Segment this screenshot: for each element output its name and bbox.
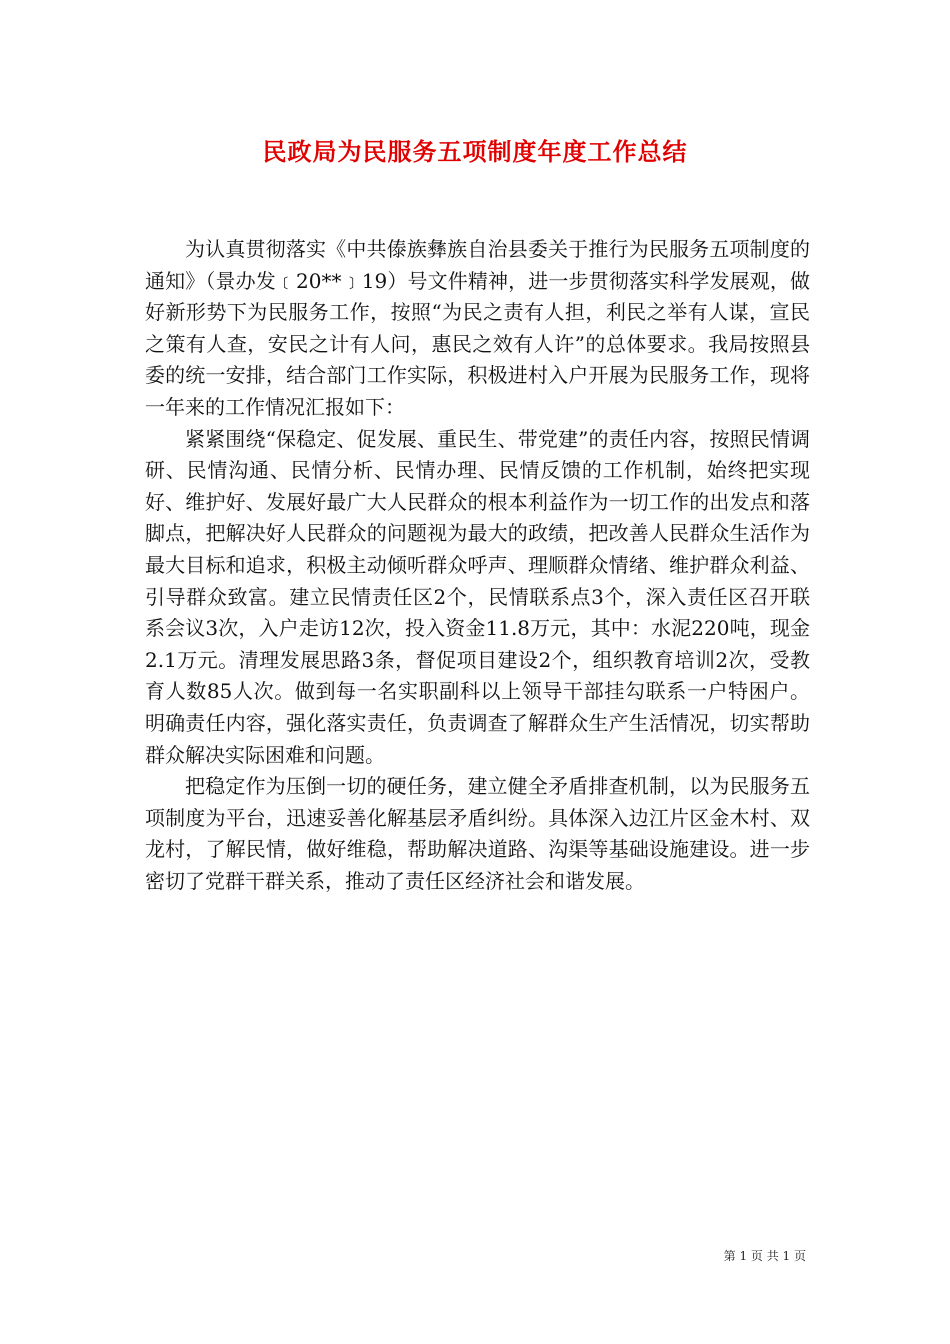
page-number-footer: 第 1 页 共 1 页 [723,1249,806,1263]
document-title: 民政局为民服务五项制度年度工作总结 [262,137,688,166]
paragraph-intro: 为认真贯彻落实《中共傣族彝族自治县委关于推行为民服务五项制度的通知》（景办发﹝20**﹞19）号文件精神，进一步贯彻落实科学发展观，做好新形势下为民服务工作，按照“为民之责有人担，利民之举有人谋，宣民之策有人查，安民之计有人问，惠民之效有人许”的总体要求。我局按照县委的统一安排，结合部门工作实际，积极进村入户开展为民服务工作，现将一年来的工作情况汇报如下： [145,237,810,419]
paragraph-stability: 把稳定作为压倒一切的硬任务，建立健全矛盾排查机制，以为民服务五项制度为平台，迅速妥善化解基层矛盾纠纷。具体深入边江片区金木村、双龙村，了解民情，做好维稳，帮助解决道路、沟渠等基础设施建设。进一步密切了党群干群关系，推动了责任区经济社会和谐发展。 [145,774,810,893]
document-body [145,234,810,897]
paragraph-responsibility: 紧紧围绕“保稳定、促发展、重民生、带党建”的责任内容，按照民情调研、民情沟通、民情分析、民情办理、民情反馈的工作机制，始终把实现好、维护好、发展好最广大人民群众的根本利益作为一切工作的出发点和落脚点，把解决好人民群众的问题视为最大的政绩，把改善人民群众生活作为最大目标和追求，积极主动倾听群众呼声、理顺群众情绪、维护群众利益、引导群众致富。建立民情责任区2个，民情联系点3个，深入责任区召开联系会议3次，入户走访12次，投入资金11.8万元，其中：水泥220吨，现金2.1万元。清理发展思路3条，督促项目建设2个，组织教育培训2次，受教育人数85人次。做到每一名实职副科以上领导干部挂勾联系一户特困户。明确责任内容，强化落实责任，负责调查了解群众生产生活情况，切实帮助群众解决实际困难和问题。 [145,426,810,767]
